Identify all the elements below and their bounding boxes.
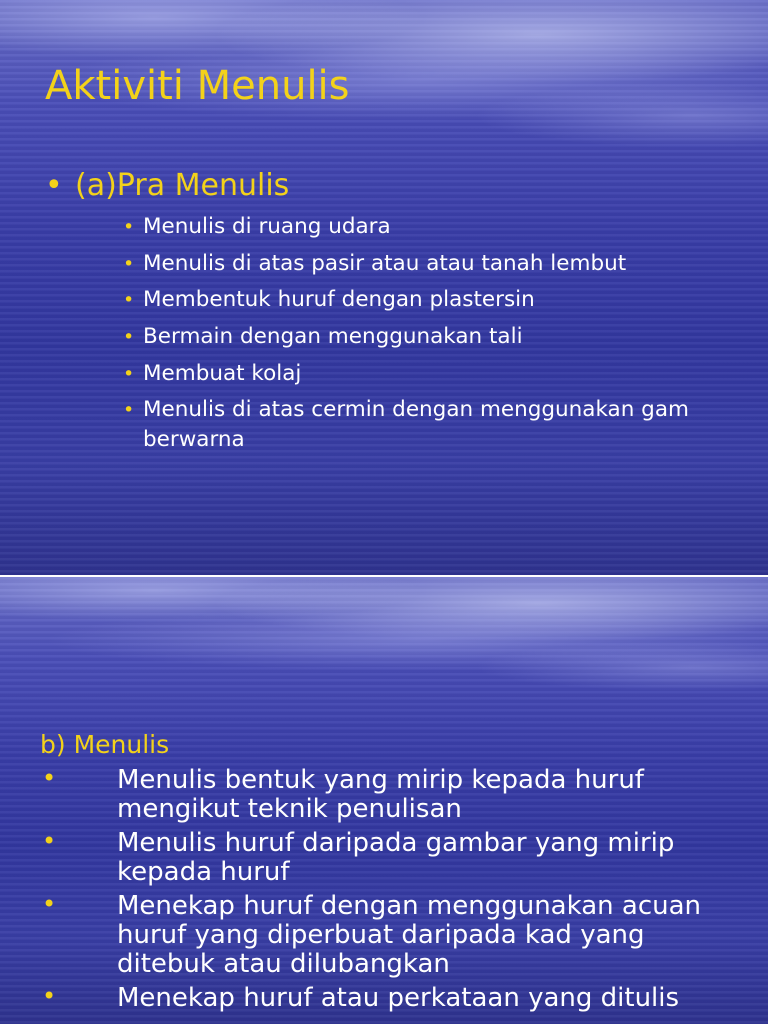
list-item: • Menekap huruf atau perkataan yang ditulis	[42, 982, 680, 1013]
slide-title: b) Menulis	[40, 730, 170, 759]
bullet-icon: •	[123, 289, 135, 312]
list-item: • Menekap huruf dengan menggunakan acuan huruf yang diperbuat daripada kad yang ditebuk atau dilubangkan	[42, 890, 701, 979]
list-item: • Bermain dengan menggunakan tali	[122, 322, 732, 352]
list-item: • Menulis di atas cermin dengan menggunakan gam berwarna	[123, 397, 689, 453]
list-item: • Menulis bentuk yang mirip kepada huruf mengikut teknik penulisan	[42, 764, 644, 824]
bullet-icon: •	[123, 252, 135, 275]
list-item: • Membuat kolaj	[122, 359, 732, 389]
heading-pra-menulis	[45, 166, 289, 206]
menulis-list	[40, 766, 730, 1018]
heading-label: (a)	[75, 168, 117, 203]
bullet-icon: •	[42, 890, 57, 918]
slide-title: Aktiviti Menulis	[45, 63, 350, 109]
bullet-icon: •	[123, 326, 135, 349]
bullet-icon: •	[123, 399, 135, 422]
bullet-icon: •	[42, 982, 57, 1010]
list-item: • Membentuk huruf dengan plastersin	[122, 285, 732, 315]
list-item: • Menulis di ruang udara	[122, 212, 732, 242]
list-item: • Menulis di atas pasir atau atau tanah lembut	[122, 249, 732, 279]
list-item: • Menulis huruf daripada gambar yang mirip kepada huruf	[42, 827, 675, 887]
bullet-icon: •	[123, 216, 135, 238]
heading-text: Pra Menulis	[116, 168, 290, 203]
slide-2	[0, 577, 768, 1024]
bullet-icon: •	[45, 168, 63, 203]
bullet-icon: •	[42, 827, 57, 855]
bullet-icon: •	[42, 764, 57, 792]
pra-menulis-list	[122, 212, 732, 462]
bullet-icon: •	[123, 362, 135, 385]
